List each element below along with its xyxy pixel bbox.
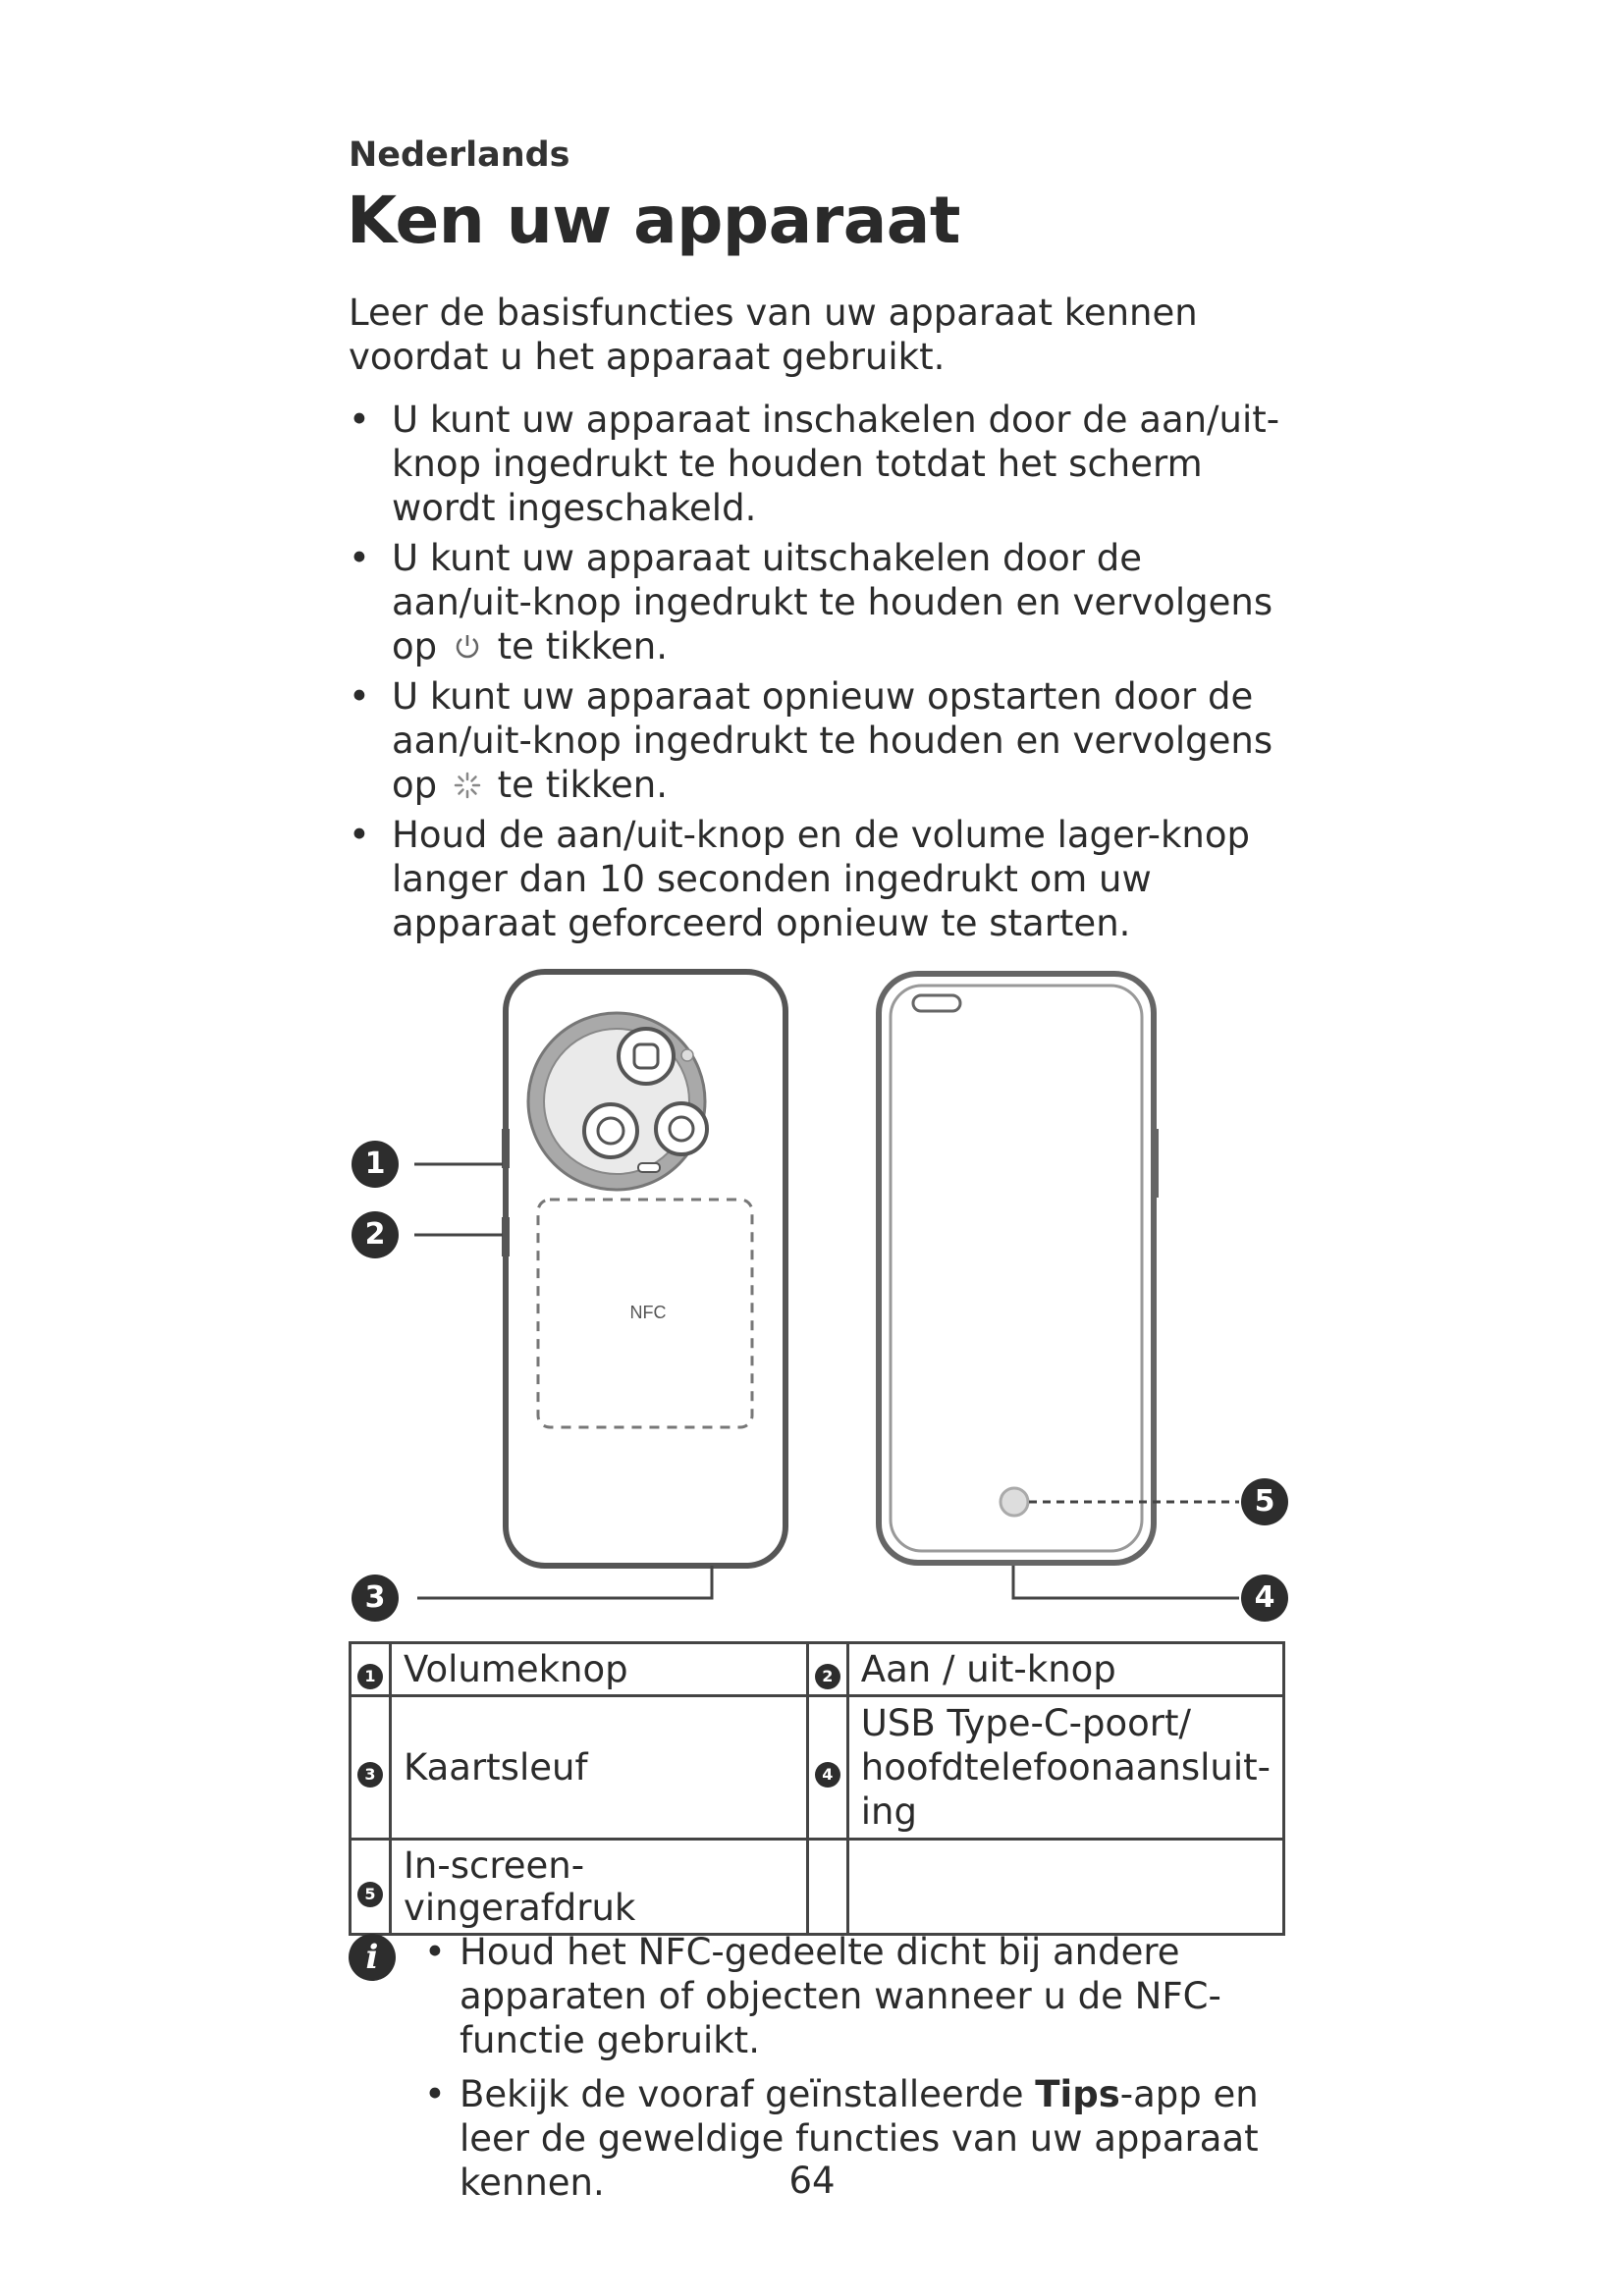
info-icon: i <box>349 1934 396 1981</box>
part-label: In-screen-vingerafdruk <box>391 1840 808 1935</box>
fingerprint-sensor <box>1001 1488 1028 1516</box>
page-title: Ken uw apparaat <box>347 183 960 258</box>
part-label: USB Type-C-poort/ hoofdtelefoonaansluit-ing <box>847 1696 1283 1840</box>
part-label: Volumeknop <box>391 1643 808 1696</box>
language-label: Nederlands <box>349 135 570 175</box>
page-number: 64 <box>788 2160 836 2202</box>
row-badge: 5 <box>357 1882 383 1907</box>
part-label: Kaartsleuf <box>391 1696 808 1840</box>
table-row <box>351 1643 1284 1696</box>
note-text: Bekijk de vooraf geïnstalleerde <box>460 2073 1024 2115</box>
callout-2: 2 <box>352 1211 399 1258</box>
row-badge: 3 <box>357 1762 383 1788</box>
callout-3: 3 <box>352 1575 399 1622</box>
intro-text: Leer de basisfuncties van uw apparaat kennen voordat u het apparaat gebruikt. <box>349 292 1198 378</box>
nfc-label: NFC <box>629 1303 667 1322</box>
row-badge: 2 <box>815 1664 840 1689</box>
table-row <box>351 1840 1284 1935</box>
empty-cell <box>807 1840 847 1935</box>
note-text: Houd het NFC-gedeelte dicht bij andere apparaten of objecten wanneer u de NFC-functie gebruikt. <box>460 1931 1221 2061</box>
callout-5: 5 <box>1241 1478 1288 1525</box>
callout-1: 1 <box>352 1141 399 1188</box>
phone-front <box>879 974 1159 1563</box>
callout-4: 4 <box>1241 1575 1288 1622</box>
part-label: Aan / uit-knop <box>847 1643 1283 1696</box>
list-item <box>422 1930 1286 2062</box>
phone-back <box>502 972 785 1566</box>
row-badge: 4 <box>815 1762 840 1788</box>
row-badge: 1 <box>357 1664 383 1689</box>
note-text: -app en leer de geweldige functies van uw apparaat kennen. <box>460 2073 1259 2204</box>
bullet-text: Houd de aan/uit-knop en de volume lager-knop langer dan 10 seconden ingedrukt om uw apparaat geforceerd opnieuw te starten. <box>392 814 1250 944</box>
parts-table <box>349 1641 1285 1936</box>
bullet-text: te tikken. <box>497 625 668 667</box>
bullet-text: U kunt uw apparaat inschakelen door de aan/uit-knop ingedrukt te houden totdat het scherm wordt ingeschakeld. <box>392 399 1280 529</box>
bullet-text: te tikken. <box>497 764 668 806</box>
tips-app-name: Tips <box>1035 2073 1120 2115</box>
bullet-text: U kunt uw apparaat uitschakelen door de aan/uit-knop ingedrukt te houden en vervolgens op <box>392 537 1273 667</box>
camera-module <box>528 1013 707 1190</box>
table-row <box>351 1696 1284 1840</box>
bullet-text: U kunt uw apparaat opnieuw opstarten door de aan/uit-knop ingedrukt te houden en vervolgens op <box>392 675 1273 806</box>
empty-cell <box>847 1840 1283 1935</box>
